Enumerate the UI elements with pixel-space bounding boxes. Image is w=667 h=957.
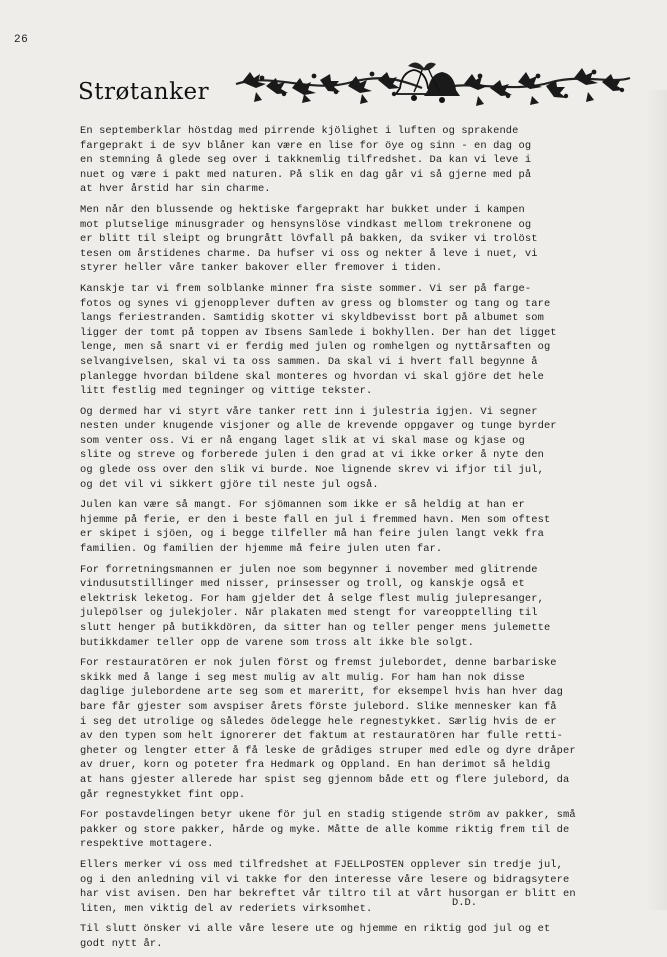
paragraph: En septemberklar höstdag med pirrende kjölighet i luften og sprakende fargeprakt i de syv blåner kan være en lise for öye og sinn - en dag og en stemning å glede seg over i takknemlig tilfredshet. Da kan vi leve i nuet og være i pakt med naturen. På slik en dag går vi så gjerne med på at hver årstid har sin charme. [80, 125, 532, 196]
paragraph: Men når den blussende og hektiske fargeprakt har bukket under i kampen mot plutselige minusgrader og hensynslöse vindkast mellom trekronene og er blitt til sleipt og brungrått lövfall på bakken, da sviker vi trolöst tesen om årstidenes charme. Da hufser vi oss og nekter å leve i nuet, vi styrer heller våre tanker bakover eller fremover i tiden. [80, 203, 538, 275]
paragraph: For forretningsmannen er julen noe som begynner i november med glitrende vindusutstillinger med nisser, prinsesser og troll, og kanskje også et elektrisk leketog. For ham gjelder det å selge flest mulig julepresanger, julepölser og julekjoler. Når plakaten med stengt for vareopptelling til slutt henger på butikkdören, da sitter han og teller penger mens julemette butikkdamer teller opp de varene som tross alt ikke ble solgt. [80, 563, 551, 649]
author-signature: D.D. [452, 897, 477, 909]
page-number: 26 [14, 34, 29, 46]
holly-bells-garland-icon [232, 58, 632, 116]
paragraph: Julen kan være så mangt. For sjömannen som ikke er så heldig at han er hjemme på ferie, er den i beste fall en jul i fremmed havn. Men som oftest er skipet i sjöen, og i begge tilfeller må han feire julen langt vekk fra familien. Og familien der hjemme må feire julen uten far. [80, 499, 551, 556]
page-edge-shadow [645, 90, 667, 910]
paragraph: Og dermed har vi styrt våre tanker rett inn i julestria igjen. Vi segner nesten under knugende visjoner og alle de krevende oppgaver og tunge byrder som venter oss. Vi er nå engang laget slik at vi skal mase og kjase og slite og streve og forberede julen i den grad at vi ikke orker å nyte den og glede oss over den slik vi burde. Noe lignende skrev vi ifjor til jul, og det vil vi sikkert gjöre til neste jul også. [80, 405, 557, 491]
article-title: Strøtanker [78, 79, 210, 105]
paragraph: For postavdelingen betyr ukene för jul en stadig stigende ström av pakker, små pakker og store pakker, hårde og myke. Måtte de alle komme riktig frem til de respektive mottagere. [80, 809, 576, 851]
paragraph: Ellers merker vi oss med tilfredshet at FJELLPOSTEN opplever sin tredje jul, og i den anledning vil vi takke for den interesse våre lesere og bidragsytere har vist avisen. Den har bekreftet vår tiltro til at vårt husorgan er blitt en liten, men viktig del av rederiets virksomhet. [80, 858, 576, 915]
article-body [80, 124, 625, 957]
paragraph: Kanskje tar vi frem solblanke minner fra siste sommer. Vi ser på farge- fotos og synes vi gjenopplever duften av gress og blomster og tang og tare langs feriestranden. Samtidig skotter vi skyldbevisst bort på albumet som ligger der tomt på toppen av Ibsens Samlede i bokhyllen. Der han det ligget lenge, men så snart vi er ferdig med julen og romhelgen og nyttårsaften og selvangivelsen, skal vi ta oss sammen. Da skal vi i hvert fall begynne å planlegge hvordan bildene skal monteres og hvordan vi skal gjöre det hele litt festlig med tegninger og vittige tekster. [80, 282, 557, 398]
paragraph: Til slutt önsker vi alle våre lesere ute og hjemme en riktig god jul og et godt nytt år. [80, 923, 551, 950]
paragraph: For restauratören er nok julen först og fremst julebordet, denne barbariske skikk med å lange i seg mest mulig av alt mulig. For ham han nok disse daglige julebordene arte seg som et mareritt, for eksempel hvis han hver dag bare får gjester som avspiser årets förste julebord. Slike mennesker kan få i seg det utrolige og således ödelegge hele regnestykket. Særlig hvis de er av den typen som helt ignorerer det faktum at restauratören har fulle retti- gheter og lengter etter å få leske de grådiges struper med edle og dyre dråper av druer, korn og poteter fra Hedmark og Oppland. En han derimot så heldig at hans gjester allerede har spist seg gjennom både ett og flere julebord, da går regnestykket fint opp. [80, 657, 576, 801]
